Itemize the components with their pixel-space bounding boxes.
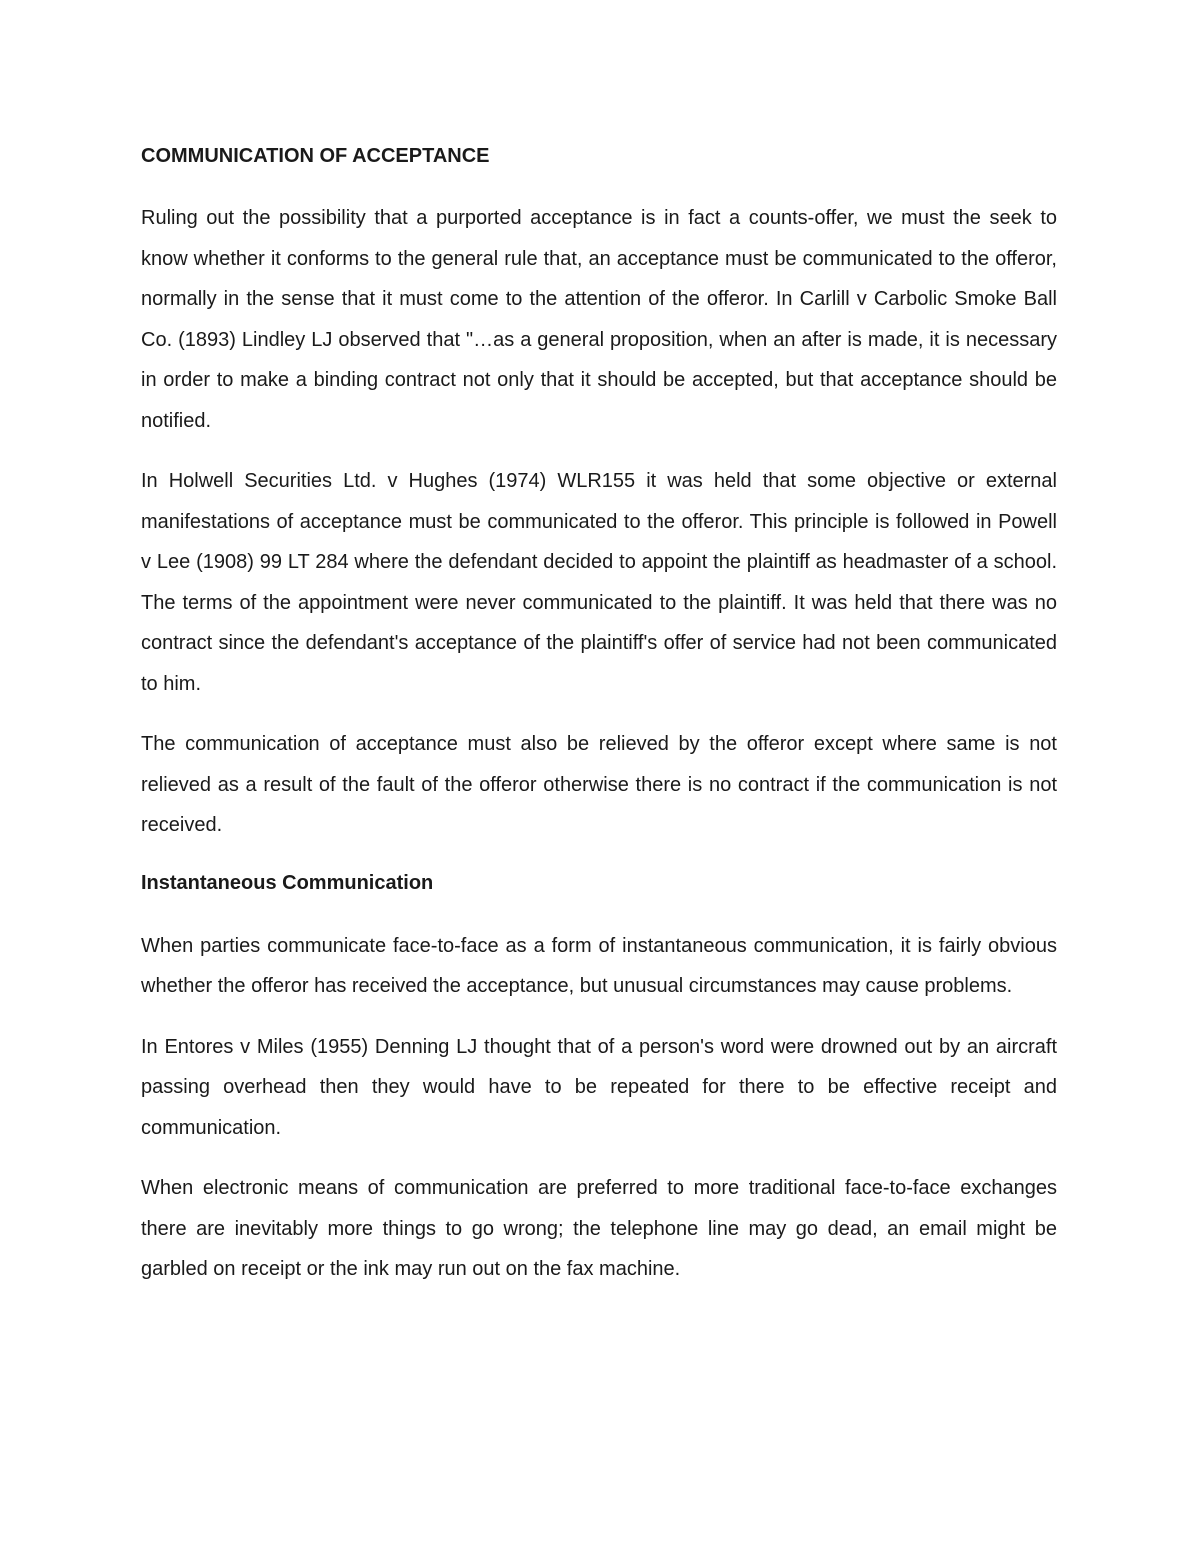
paragraph: Ruling out the possibility that a purported acceptance is in fact a counts-offer, we must the seek to know whether it conforms to the general rule that, an acceptance must be communicated to the offeror, normally in the sense that it must come to the attention of the offeror. In Carlill v Carbolic Smoke Ball Co. (1893) Lindley LJ observed that "…as a general proposition, when an after is made, it is necessary in order to make a binding contract not only that it should be accepted, but that acceptance should be notified. bbox=[141, 207, 1057, 432]
paragraph: The communication of acceptance must also be relieved by the offeror except where same is not relieved as a result of the fault of the offeror otherwise there is no contract if the communication is not received. bbox=[141, 733, 1057, 836]
document-title: COMMUNICATION OF ACCEPTANCE bbox=[141, 145, 490, 167]
paragraph: In Entores v Miles (1955) Denning LJ thought that of a person's word were drowned out by an aircraft passing overhead then they would have to be repeated for there to be effective receipt and communication. bbox=[141, 1035, 1057, 1139]
paragraph: In Holwell Securities Ltd. v Hughes (1974) WLR155 it was held that some objective or external manifestations of acceptance must be communicated to the offeror. This principle is followed in Powell v Lee (1908) 99 LT 284 where the defendant decided to appoint the plaintiff as headmaster of a school. The terms of the appointment were never communicated to the plaintiff. It was held that there was no contract since the defendant's acceptance of the plaintiff's offer of service had not been communicated to him. bbox=[141, 470, 1057, 695]
paragraph: When electronic means of communication are preferred to more traditional face-to-face exchanges there are inevitably more things to go wrong; the telephone line may go dead, an email might be garbled on receipt or the ink may run out on the fax machine. bbox=[141, 1177, 1057, 1280]
paragraph: When parties communicate face-to-face as a form of instantaneous communication, it is fairly obvious whether the offeror has received the acceptance, but unusual circumstances may cause problems. bbox=[141, 934, 1057, 997]
section-heading: Instantaneous Communication bbox=[141, 871, 434, 894]
document-body bbox=[141, 139, 1057, 1310]
